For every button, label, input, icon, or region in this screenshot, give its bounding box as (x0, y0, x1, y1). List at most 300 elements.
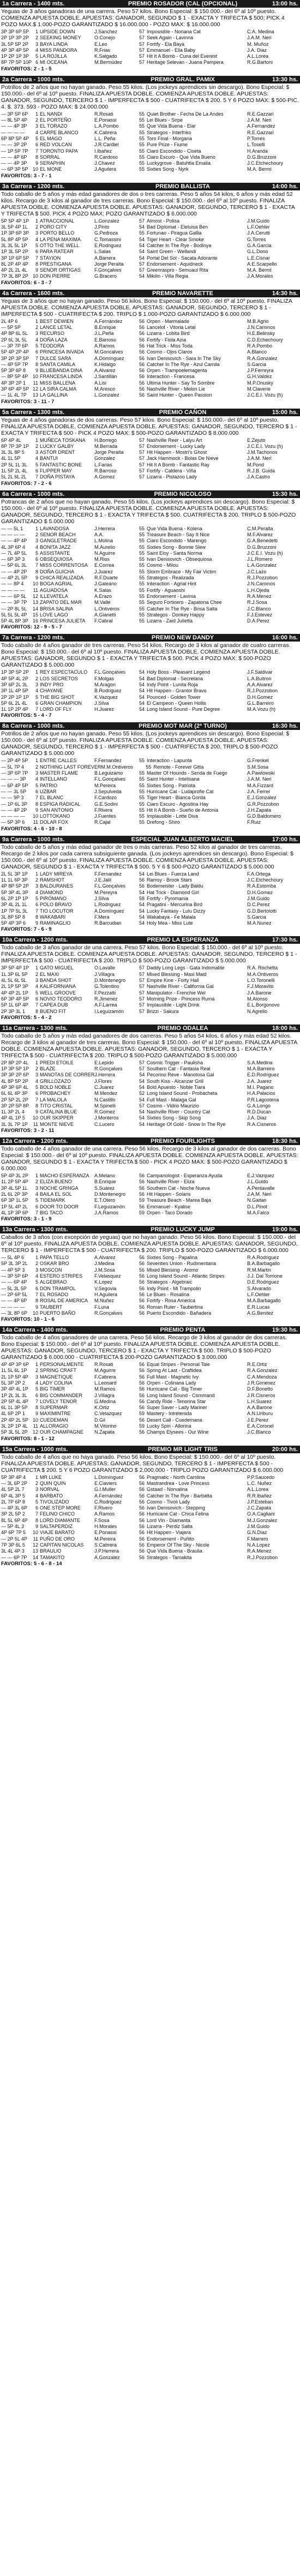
entry-pedigree: Toro Final - Morgana (147, 135, 193, 141)
entry-horse: LA ROJILLA (40, 53, 67, 59)
entry-jockey: K.Cabrera (94, 129, 117, 135)
entry-weight: 56 (139, 1179, 145, 1185)
entry-trainer: R.J.B. Guida (247, 468, 275, 474)
entry-row (0, 368, 300, 374)
entry-form: 2P 5L 1L 3L (1, 462, 27, 468)
entry-horse: LUCKY GALBY (40, 443, 74, 449)
entry-weight: 54 (139, 700, 145, 706)
entry-weight: 55 (146, 764, 152, 770)
entry-weight: 57 (139, 990, 145, 996)
entry-pedigree: Catcher In The Rye - Barbatta (147, 1493, 212, 1499)
entry-weight: 54 (139, 669, 145, 675)
race-time: 19:00 hs. (272, 1226, 298, 1233)
entry-row (0, 462, 300, 468)
entry-pedigree: Full Mast - Magnetic Ivy (147, 1374, 199, 1380)
entry-weight: 57 (139, 47, 145, 53)
entry-form: — — 4P 2P (1, 807, 27, 813)
entry-row (0, 255, 300, 261)
entry-post-position: 4 (35, 889, 38, 895)
entry-row (0, 1109, 300, 1115)
race-name: ESPECIAL JUAN ALBERTO MACIEL (131, 836, 235, 843)
entry-form: — 1L 4L 7P (1, 392, 27, 398)
entry-pedigree: Cosmo - Vidrio Maurizio (147, 1103, 199, 1109)
entry-row (0, 890, 300, 896)
entry-jockey: N.Zapata (94, 1429, 115, 1435)
entry-pedigree: Long Island Sound - Pure Degree (147, 706, 220, 712)
entry-horse: PATRIO (40, 782, 58, 788)
entry-jockey: C.Lucero (94, 1121, 115, 1127)
entry-weight: 57 (139, 462, 145, 468)
entry-trainer: M.A. Bermi (247, 267, 272, 273)
entry-row (0, 218, 300, 224)
entry-post-position: 11 (33, 1121, 38, 1127)
entry-trainer: M.A. Bermi (247, 166, 272, 172)
entry-trainer: R.J.Sosa (247, 600, 267, 606)
entry-jockey: R.Frias (94, 47, 110, 53)
entry-horse: WAKABARI (40, 914, 66, 920)
entry-horse: TIO LOCUTOR (40, 908, 74, 914)
entry-post-position: 11 (33, 819, 38, 825)
entry-post-position: 1 (35, 1173, 38, 1179)
entry-form: — 5P 4L 3 (1, 1524, 25, 1530)
race-block (0, 0, 300, 73)
entry-weight: 54 (139, 1109, 145, 1115)
entry-pedigree: Fortify - Caldera - Viña (147, 468, 196, 474)
entry-post-position: 13 (33, 1548, 39, 1554)
entry-post-position: 8 (35, 1298, 38, 1304)
entry-pedigree: Interaction - Agrial Hint (147, 581, 197, 587)
entry-form: 4L 6P 2P 1 (1, 1411, 25, 1417)
entry-jockey: M.Bermúdez (94, 59, 123, 65)
race-favorites: FAVORITOS: 5 - 4 - 7 (1, 712, 52, 719)
entry-post-position: 10 (33, 1417, 39, 1423)
entry-post-position: 9 (35, 1524, 38, 1530)
entry-post-position: 12 (33, 1429, 39, 1435)
entry-horse: UZBAR (40, 788, 57, 794)
entry-row (0, 142, 300, 148)
race-time: 15:00 hs. (272, 409, 298, 416)
entry-post-position: 6 (35, 249, 38, 255)
entry-row (0, 688, 300, 694)
entry-row (0, 230, 300, 236)
entry-weight: 56 (139, 1392, 145, 1398)
entry-pedigree: Candy Ride - Tenorina Star (147, 1398, 206, 1404)
entry-weight: 54 (139, 242, 145, 248)
entry-pedigree: Hat Trick - Diamond Girl (147, 889, 200, 895)
entry-row (0, 770, 300, 776)
race-header (0, 1226, 300, 1233)
entry-form: 4L 1P 3P 6P (1, 1209, 28, 1215)
entry-row (0, 1267, 300, 1273)
entry-form: 3L 5P 4P 1L (1, 224, 28, 230)
race-conditions: Potrillos de 2 años que no hayan ganado. Peso 55 kilos. (Los jockeys aprendices sin descargo). Bono Especial: $ 150.000.- del 6º al 10º puesto. FINALIZA APUESTA DOBLE. COMIENZA APUESTA DOBLE. APUESTAS: GANADOR, SEGUNDO, TERCERO $ 1 - IMPERFECTA $ 500 - CUATRIFECTA $ 200. 5 Y 6 POZO MAX: $ 500-PIC. 4. $. 373. 593 - POZO MAX: $ 24.000.000 (1, 83, 299, 110)
entry-row (0, 789, 300, 795)
race-number: 13a Carrera - 1300 mts. (2, 1226, 68, 1233)
entry-pedigree: Lizarra - Lobita Bird (147, 331, 190, 337)
entry-horse: DULCE SARA (40, 355, 71, 361)
entry-row (0, 468, 300, 474)
entry-post-position: 1 (35, 29, 38, 34)
entry-post-position: 2 (35, 35, 38, 41)
entry-weight: 56 (139, 368, 145, 374)
entry-form: 8P 7P 3P 1P (1, 443, 29, 449)
entry-trainer: F.Marrero (247, 1536, 268, 1542)
entry-trainer: R.A.Gonzalez (247, 1368, 278, 1374)
entry-pedigree: Luckygrove - Batuhtla Emalia (147, 160, 211, 166)
race-number: 2a Carrera - 1000 mts. (2, 76, 65, 83)
entry-jockey: J.L.Peña (94, 331, 114, 337)
entry-weight: 56 (139, 349, 145, 355)
entry-trainer: S.Garcia (247, 361, 267, 367)
entry-pedigree: Bad Diplomat - Secretaria (147, 675, 203, 681)
entry-trainer: R.A.Rodriguez (247, 1255, 279, 1261)
entry-jockey: E.T.Otero (94, 1197, 116, 1203)
entry-pedigree: Saint Hunter - Queen Passion (147, 392, 212, 398)
entry-horse: RAMINAGLIO (40, 920, 71, 926)
entry-pedigree: Seventies Union - Rudimentaria (147, 1261, 217, 1267)
entry-pedigree: Storm Embrace - My Fair Victim (147, 568, 217, 574)
entry-horse: BEST DEWIEN (40, 318, 74, 324)
entry-weight: 58 (139, 895, 145, 901)
entry-post-position: 7 (35, 908, 38, 914)
entry-row (0, 795, 300, 801)
entry-trainer: S.Alvarado (247, 1285, 272, 1291)
entry-weight: 56 (139, 1374, 145, 1380)
entry-jockey: H.Aguilera (94, 1291, 118, 1297)
entry-jockey: L.Salas (94, 249, 111, 255)
entry-trainer: L.A.Buitron (247, 675, 272, 681)
race-favorites: FAVORITOS: 10 - 1 - 6 (1, 1316, 55, 1323)
entry-form: — 4P 5P 3 (1, 1267, 25, 1273)
entry-pedigree: Fortunao - Piragua Gallia (147, 230, 202, 236)
entry-form: 2P 1P 3P 2P (1, 35, 29, 41)
entry-horse: SUPERMAR (40, 1405, 68, 1411)
entry-post-position: 1 (35, 1362, 38, 1368)
entry-jockey: E.Leo (94, 41, 107, 47)
entry-pedigree: Endorsement - Puñito (147, 1536, 195, 1542)
entry-pedigree: Orpen - Marmalade (147, 318, 190, 324)
entry-pedigree: Impossible - Noriana Cat (147, 29, 201, 34)
entry-post-position: 5 (35, 694, 38, 700)
entry-trainer: H.Aranda (247, 148, 268, 154)
entry-horse: BIG TIMER (40, 1386, 65, 1392)
entry-row (0, 438, 300, 444)
entry-horse: NORVAL (40, 1487, 60, 1493)
entry-pedigree: Pragmatic - North Carolina (147, 1474, 205, 1480)
entry-jockey: F.Rivero (94, 1505, 113, 1511)
entry-row (0, 29, 300, 35)
entry-row (0, 920, 300, 926)
entry-form: 3L 4L 4P 3 (1, 1548, 25, 1554)
entry-horse: ELIZA BUENO (40, 1179, 73, 1185)
entry-row (0, 575, 300, 581)
entry-trainer: J.P.Ferreyra (247, 368, 274, 374)
entry-trainer: D.A.Perez (247, 618, 270, 624)
entry-form: — 5P 3P 6 (1, 819, 25, 825)
entry-weight: 55 (139, 562, 145, 568)
entry-pedigree: Indy Point - Mi Trampolin (147, 1285, 201, 1291)
entry-pedigree: Seguro Fortinero - Zapatona Chee (147, 600, 222, 606)
entry-horse: MAGNETIQUE (40, 1374, 73, 1380)
entry-pedigree: Endorsement - Aquidneck (147, 261, 203, 267)
entry-horse: MOSCON (40, 1267, 62, 1273)
entry-horse: ASSISTANTE (40, 550, 70, 556)
entry-form: — — 6P 5L (1, 593, 27, 599)
entry-trainer: J.A.M. Neri (247, 35, 272, 41)
entry-form: 1L 1L 6P 3P (1, 877, 28, 883)
entry-form: 3P 3P 6P 5P (1, 29, 29, 34)
entry-row (0, 1279, 300, 1285)
entry-row (0, 267, 300, 273)
entry-trainer: E.L.Borgonovo (247, 1002, 280, 1008)
entry-trainer: C.A.Mendoza (247, 1374, 277, 1380)
entry-row (0, 819, 300, 825)
entry-trainer: J.R.Cisneros (247, 1392, 275, 1398)
entry-pedigree: Fortify - Pyromania (147, 895, 189, 901)
entry-horse: LA SIRA CALMA (40, 386, 77, 392)
entry-row (0, 343, 300, 349)
entry-weight: 54 (139, 236, 145, 242)
entry-weight: 55 (139, 531, 145, 537)
entry-post-position: 1 (35, 1474, 38, 1480)
entry-form: 4L 1L 5P (1, 456, 21, 462)
entry-weight: 57 (139, 1059, 145, 1065)
entry-row (0, 612, 300, 618)
entry-jockey: R.Rosati (94, 111, 113, 117)
race-block (0, 936, 300, 1021)
entry-trainer: J.A.Barone (247, 990, 272, 996)
entry-weight: 56 (139, 1511, 145, 1517)
entry-horse: DOÑA GUICHA (40, 568, 75, 574)
entry-row (0, 374, 300, 380)
race-conditions: Todo caballo de 3 años ganador de una carrera. Peso 57 kilos. Bono Especial: $ 150.000.- del 6º al 10º puesto. FINALIZA APUESTA DOBLE. COMIENZA APUESTA DOBLE. APUESTAS: GANADOR, SEGUNDO, TERCERO $ 1 - IMPERFECTA $ 500 - CUATRIFECTA $ 200. TRIPLO $ 500-POZO GARANTIZADO $ 5.000.000 (1, 944, 297, 964)
entry-weight: 56 (139, 386, 145, 392)
entry-jockey: Jorge Peralta (94, 450, 124, 456)
race-block (0, 722, 300, 832)
entry-form: — 3P 5P 6P (1, 111, 28, 117)
entry-row (0, 1292, 300, 1298)
entry-post-position: 1 (35, 669, 38, 675)
entry-row (0, 1115, 300, 1121)
entry-post-position: 1 (35, 218, 38, 224)
entry-trainer: J.A. Diaz (247, 47, 267, 53)
race-name: PREMIO NEW DANDY (151, 634, 214, 642)
entry-horse: MAXIMINTRE (40, 1411, 71, 1417)
entry-post-position: 7 (35, 562, 38, 568)
entry-trainer: G.Frenkel (247, 758, 269, 764)
race-name: PREMIO ROSADOR (CAL (OPCIONAL) (128, 1, 238, 7)
entry-post-position: 6 (35, 996, 38, 1002)
entry-post-position: 4 (35, 1273, 38, 1279)
entry-trainer: A.E.Scarpello (247, 261, 277, 267)
entry-form: — 4P 2L 5P (1, 575, 28, 581)
entry-weight: 56 (139, 1267, 145, 1273)
entry-jockey: J.P.Herrera (94, 1548, 119, 1554)
entry-form: 3L 8P 5P 8 (1, 914, 25, 920)
entry-pedigree: Holy Mea - Miss Lute (147, 920, 193, 926)
entry-horse: CAPITAN NICOLAS (40, 1542, 84, 1548)
entry-form: 1P 3L 5P 2P (1, 249, 28, 255)
race-time: 20:00 hs. (272, 1446, 298, 1453)
entry-post-position: 5 (35, 462, 38, 468)
entry-pedigree: Ciaro Escuro - Que Vida Bueno (147, 154, 215, 160)
entry-post-position: 2 (35, 764, 38, 770)
entry-jockey: F.Leguizamón (94, 1203, 125, 1209)
entry-form: — — — 3P (1, 776, 26, 782)
entry-weight: 57 (139, 218, 145, 224)
entry-post-position: 4 (35, 776, 38, 782)
entry-trainer: M.A.Nunez (247, 920, 272, 926)
race-name: PREMIO BALLISTA (155, 183, 210, 190)
entry-trainer: L.H.Suarez (247, 1398, 272, 1404)
entry-trainer: A.N.Uriburu (247, 1411, 273, 1417)
entry-form: 5P 3P 4P 4 (1, 1474, 26, 1480)
entry-trainer: J.A. Juarez (247, 1078, 272, 1084)
entry-horse: KALIFORNIANA (40, 984, 76, 990)
race-favorites: FAVORITOS: 2 - 1 - 5 (1, 65, 52, 72)
entry-pedigree: Nashville Reer - Lalyu Art (147, 437, 202, 443)
entry-pedigree: Hit It A Bomb - Cuna del Everest (147, 53, 218, 59)
entry-form: 3P 2L 5P 2 (1, 1511, 25, 1517)
race-number: 10a Carrera - 1200 mts. (2, 937, 68, 944)
race-block (0, 1025, 300, 1134)
race-block (0, 490, 300, 631)
entry-jockey: Jorge Peralta (94, 261, 124, 267)
entry-pedigree: Nashville River - Melon Lie (147, 386, 206, 392)
entry-pedigree: Cosmic Trigger - Paulisha (147, 1059, 203, 1065)
entry-row (0, 1179, 300, 1185)
race-number: 14a Carrera - 1400 mts. (2, 1327, 68, 1334)
entry-jockey: R.Gonçalves (94, 1310, 123, 1316)
entry-trainer: E.J.Gonzalez (247, 795, 277, 801)
entry-jockey: E.Lepido (94, 1059, 114, 1065)
entry-jockey: R.Cardoso (94, 154, 118, 160)
entry-trainer: B.A.Barbagallo (247, 1261, 280, 1267)
entry-jockey: G.Bracero (94, 273, 117, 279)
entry-jockey: O.Conejo (94, 35, 116, 41)
entry-form: 4P 8P 5P 2P (1, 883, 29, 889)
entry-jockey: R.Cajal (94, 819, 111, 825)
entry-horse: EL ROSADO (40, 1291, 69, 1297)
race-favorites: FAVORITOS: 3 - 11 - 7 (1, 398, 55, 405)
race-favorites: FAVORITOS: 12 - 9 - 5 - 7 (1, 624, 62, 631)
entry-weight: 59 (139, 1209, 145, 1215)
entry-post-position: 14 (33, 1554, 39, 1560)
entry-jockey: J.Monteros (94, 1115, 119, 1121)
race-block (0, 634, 300, 719)
entry-horse: OBSEQUIOSA (40, 556, 73, 562)
entry-jockey: C.Rodriguez (94, 1499, 122, 1505)
entry-pedigree: Mixed Blessing - Maxi Maid (147, 971, 207, 977)
entry-horse: NOVIO TEODORO (40, 996, 82, 1002)
entry-trainer: J.N.Caminos (247, 581, 275, 587)
entry-trainer: G.R.Pozzobon (247, 801, 279, 807)
entry-jockey: J.Pinto (94, 224, 110, 230)
entry-post-position: 13 (33, 392, 39, 398)
entry-row (0, 325, 300, 331)
entry-row (0, 562, 300, 568)
race-number: 15a Carrera - 1000 mts. (2, 1446, 68, 1453)
entry-form: — — 4P 3P (1, 123, 27, 129)
entry-horse: WELL GROOVE (40, 990, 76, 996)
entry-trainer: A.G.Benitez (247, 1310, 274, 1316)
entry-row (0, 1362, 300, 1368)
entry-jockey: S.Suárez (94, 1185, 115, 1191)
entry-pedigree: Implausible - Light Drink (147, 1002, 200, 1008)
entry-post-position: 3 (35, 41, 38, 47)
entry-pedigree: Jack Hammock - Bolas De Nieve (147, 456, 219, 462)
race-name: PREMIO PENTA (160, 1327, 206, 1334)
entry-trainer: R.J.Pozzobon (247, 575, 278, 581)
entry-horse: DOÑA LAZA (40, 337, 68, 343)
entry-trainer: J.M.Guido (247, 218, 270, 224)
entry-row (0, 1555, 300, 1561)
entry-horse: FLIPPER MAY (40, 468, 72, 474)
entry-horse: FELINO CHICO (40, 1511, 75, 1517)
race-block (0, 1226, 300, 1323)
entry-weight: 55 (139, 782, 145, 788)
entry-jockey: K.Vazquez (94, 694, 118, 700)
entry-post-position: 11 (33, 1536, 38, 1542)
entry-jockey: F.L.Gonçalves (94, 669, 126, 675)
entry-trainer: G.A.Longo (247, 1103, 271, 1109)
entry-trainer: N.A.Lopez (247, 1542, 271, 1548)
entry-post-position: 6 (35, 349, 38, 355)
entry-pedigree: Lizarra - Perdiz Salta (147, 1524, 193, 1530)
entry-jockey: F.Rivera (94, 807, 113, 813)
entry-pedigree: Ivan Denisovich - Stepping (147, 1505, 206, 1511)
entry-weight: 56 (139, 1310, 145, 1316)
entry-jockey: J.Sepulveda (94, 788, 122, 794)
entry-trainer: D.H.Gomez (247, 694, 273, 700)
entry-horse: QUIN QUIN (40, 1480, 66, 1486)
entry-horse: DOÑA PISTAYA (40, 474, 75, 480)
entry-jockey: Gonzalez (94, 456, 116, 462)
entry-weight: 57 (139, 261, 145, 267)
entry-trainer: R.D.Ducan (247, 1109, 272, 1115)
entry-pedigree: Holy Boss - Pleasant Legend (147, 669, 211, 675)
entry-form: 3P 2P 3P 5P (1, 355, 29, 361)
entry-row (0, 319, 300, 325)
entry-weight: 57 (139, 267, 145, 273)
entry-horse: MACHO ESPERANZA (40, 1173, 89, 1179)
entry-trainer: A.Fernandez (247, 123, 275, 129)
entry-weight: 57 (139, 35, 145, 41)
entry-form: — 1P 5P 7P (1, 148, 28, 154)
entry-horse: INDY PRO (40, 682, 64, 687)
entry-form: 7P 3L 8P 2P (1, 273, 28, 279)
race-block (0, 76, 300, 179)
entry-horse: CATALINA BLUE (40, 1109, 77, 1115)
entry-row (0, 1310, 300, 1316)
entry-pedigree: Pounced - Golden Tower (147, 694, 201, 700)
entry-jockey: L.Gonzalez (94, 392, 119, 398)
entry-pedigree: Catcher In The Rye - Brisa Salta (147, 606, 218, 612)
entry-form: 2L 5L 3P 1P (1, 871, 28, 877)
entry-horse: DOOR TO DOOR (40, 1203, 79, 1209)
entry-jockey: G.Tolentino (94, 984, 119, 990)
entry-pedigree: Long Island Sound - Atlantic Stripes (147, 1273, 225, 1279)
entry-trainer: A.L.Lorea (247, 53, 269, 59)
entry-row (0, 978, 300, 984)
entry-pedigree: Tiger Heart - Bianca Gorda (147, 795, 206, 801)
entry-pedigree: Master Of Hounds - Senda de Fuego (147, 770, 227, 776)
entry-form: — 4P 5P 7P (1, 361, 28, 367)
race-block (0, 1326, 300, 1442)
entry-jockey: M.Aguirre (94, 1368, 116, 1374)
entry-pedigree: Que Vida Buena - Braulia (147, 1548, 202, 1554)
entry-form: — 3P 5P 6P (1, 1273, 28, 1279)
